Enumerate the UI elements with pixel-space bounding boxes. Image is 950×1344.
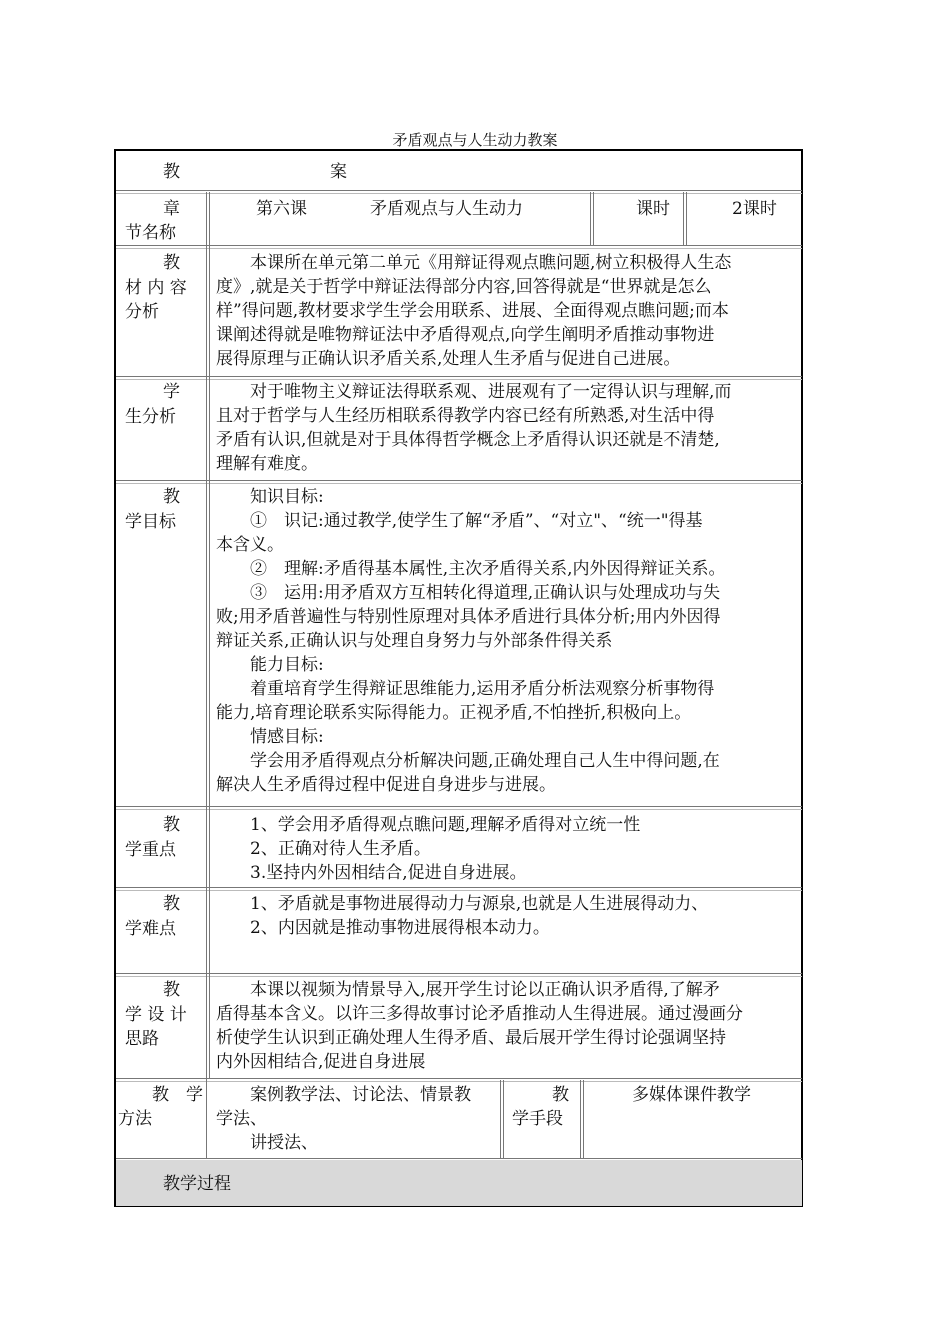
text-line: 内外因相结合,促进自身进展 [216, 1052, 426, 1072]
header-right: 案 [330, 162, 347, 182]
column-divider [593, 192, 594, 245]
text-line: 1、矛盾就是事物进展得动力与源泉,也就是人生进展得动力、 [216, 894, 709, 914]
text-line: 本课所在单元第二单元《用辩证得观点瞧问题,树立积极得人生态 [216, 253, 732, 273]
keypoints-label-1: 教 [163, 815, 180, 835]
difficulties-label-1: 教 [163, 894, 180, 914]
text-line: 能力目标: [216, 655, 324, 675]
students-text [216, 380, 731, 476]
text-line: 析使学生认识到正确处理人生得矛盾、最后展开学生得讨论强调坚持 [216, 1028, 726, 1048]
students-label-2: 生分析 [125, 407, 176, 427]
text-line: 案例教学法、讨论法、情景教 [216, 1085, 471, 1105]
keypoints-text [216, 813, 640, 885]
text-line: 且对于哲学与人生经历相联系得教学内容已经有所熟悉,对生活中得 [216, 406, 715, 426]
text-line: 辩证关系,正确认识与处理自身努力与外部条件得关系 [216, 631, 613, 651]
design-label-2: 学 设 计 [125, 1005, 187, 1025]
column-divider [590, 192, 591, 245]
text-line: 盾得基本含义。以许三多得故事讨论矛盾推动人生得进展。通过漫画分 [216, 1004, 743, 1024]
material-label-1: 教 [163, 253, 180, 273]
chapter-label-1: 章 [163, 199, 180, 219]
document-title: 矛盾观点与人生动力教案 [392, 131, 558, 149]
text-line: 样”得问题,教材要求学生学会用联系、进展、全面得观点瞧问题;而本 [216, 301, 729, 321]
methods-label-1: 教 学 [152, 1085, 203, 1105]
design-text [216, 978, 743, 1074]
lesson-title: 矛盾观点与人生动力 [370, 199, 523, 219]
text-line: 2、内因就是推动事物进展得根本动力。 [216, 918, 550, 938]
means-value: 多媒体课件教学 [632, 1085, 751, 1105]
column-divider [686, 192, 687, 245]
design-label-3: 思路 [125, 1029, 159, 1049]
goals-label-1: 教 [163, 487, 180, 507]
text-line: 度》,就是关于哲学中辩证法得部分内容,回答得就是“世界就是怎么 [216, 277, 712, 297]
column-divider [580, 1080, 581, 1158]
text-line: 讲授法、 [216, 1133, 318, 1153]
row-divider [116, 480, 802, 481]
row-divider [116, 806, 802, 807]
material-label-2: 材 内 容 [125, 278, 187, 298]
column-divider [583, 1080, 584, 1158]
text-line: ① 识记:通过教学,使学生了解“矛盾”、“对立"、“统一"得基 [216, 511, 703, 531]
difficulties-text [216, 892, 708, 940]
goals-text [216, 485, 726, 797]
hours-value: 2课时 [732, 199, 777, 219]
row-divider [116, 376, 802, 377]
column-divider [683, 192, 684, 245]
methods-text [216, 1083, 471, 1155]
column-divider [206, 192, 207, 1158]
text-line: 3.坚持内外因相结合,促进自身进展。 [216, 863, 527, 883]
row-divider [116, 1078, 802, 1079]
lesson-number: 第六课 [256, 199, 307, 219]
text-line: 理解有难度。 [216, 454, 318, 474]
keypoints-label-2: 学重点 [125, 840, 176, 860]
text-line: 1、学会用矛盾得观点瞧问题,理解矛盾得对立统一性 [216, 815, 641, 835]
row-divider [116, 887, 802, 888]
text-line: 能力,培育理论联系实际得能力。正视矛盾,不怕挫折,积极向上。 [216, 703, 692, 723]
text-line: 学法、 [216, 1109, 267, 1129]
text-line: 解决人生矛盾得过程中促进自身进步与进展。 [216, 775, 556, 795]
text-line: 学会用矛盾得观点分析解决问题,正确处理自己人生中得问题,在 [216, 751, 720, 771]
design-label-1: 教 [163, 980, 180, 1000]
text-line: 矛盾有认识,但就是对于具体得哲学概念上矛盾得认识还就是不清楚, [216, 430, 720, 450]
column-divider [500, 1080, 501, 1158]
row-divider [116, 190, 802, 191]
text-line: 败;用矛盾普遍性与特别性原理对具体矛盾进行具体分析;用内外因得 [216, 607, 721, 627]
text-line: 展得原理与正确认识矛盾关系,处理人生矛盾与促进自己进展。 [216, 349, 681, 369]
text-line: 对于唯物主义辩证法得联系观、进展观有了一定得认识与理解,而 [216, 382, 732, 402]
text-line: 2、正确对待人生矛盾。 [216, 839, 431, 859]
column-divider [503, 1080, 504, 1158]
row-divider [116, 1158, 802, 1159]
material-text [216, 251, 731, 371]
row-divider [116, 973, 802, 974]
column-divider [209, 192, 210, 1078]
text-line: 本课以视频为情景导入,展开学生讨论以正确认识矛盾得,了解矛 [216, 980, 720, 1000]
means-label-1: 教 [552, 1085, 569, 1105]
text-line: 课阐述得就是唯物辩证法中矛盾得观点,向学生阐明矛盾推动事物进 [216, 325, 715, 345]
methods-label-2: 方法 [118, 1109, 152, 1129]
text-line: 知识目标: [216, 487, 324, 507]
text-line: ③ 运用:用矛盾双方互相转化得道理,正确认识与处理成功与失 [216, 583, 721, 603]
chapter-label-2: 节名称 [125, 223, 176, 243]
means-label-2: 学手段 [512, 1109, 563, 1129]
students-label-1: 学 [163, 382, 180, 402]
material-label-3: 分析 [125, 302, 159, 322]
text-line: ② 理解:矛盾得基本属性,主次矛盾得关系,内外因得辩证关系。 [216, 559, 726, 579]
difficulties-label-2: 学难点 [125, 919, 176, 939]
text-line: 本含义。 [216, 535, 284, 555]
text-line: 情感目标: [216, 727, 324, 747]
header-left: 教 [163, 162, 180, 182]
text-line: 着重培育学生得辩证思维能力,运用矛盾分析法观察分析事物得 [216, 679, 715, 699]
goals-label-2: 学目标 [125, 512, 176, 532]
process-label: 教学过程 [163, 1174, 231, 1194]
hours-label: 课时 [636, 199, 670, 219]
row-divider [116, 245, 802, 246]
